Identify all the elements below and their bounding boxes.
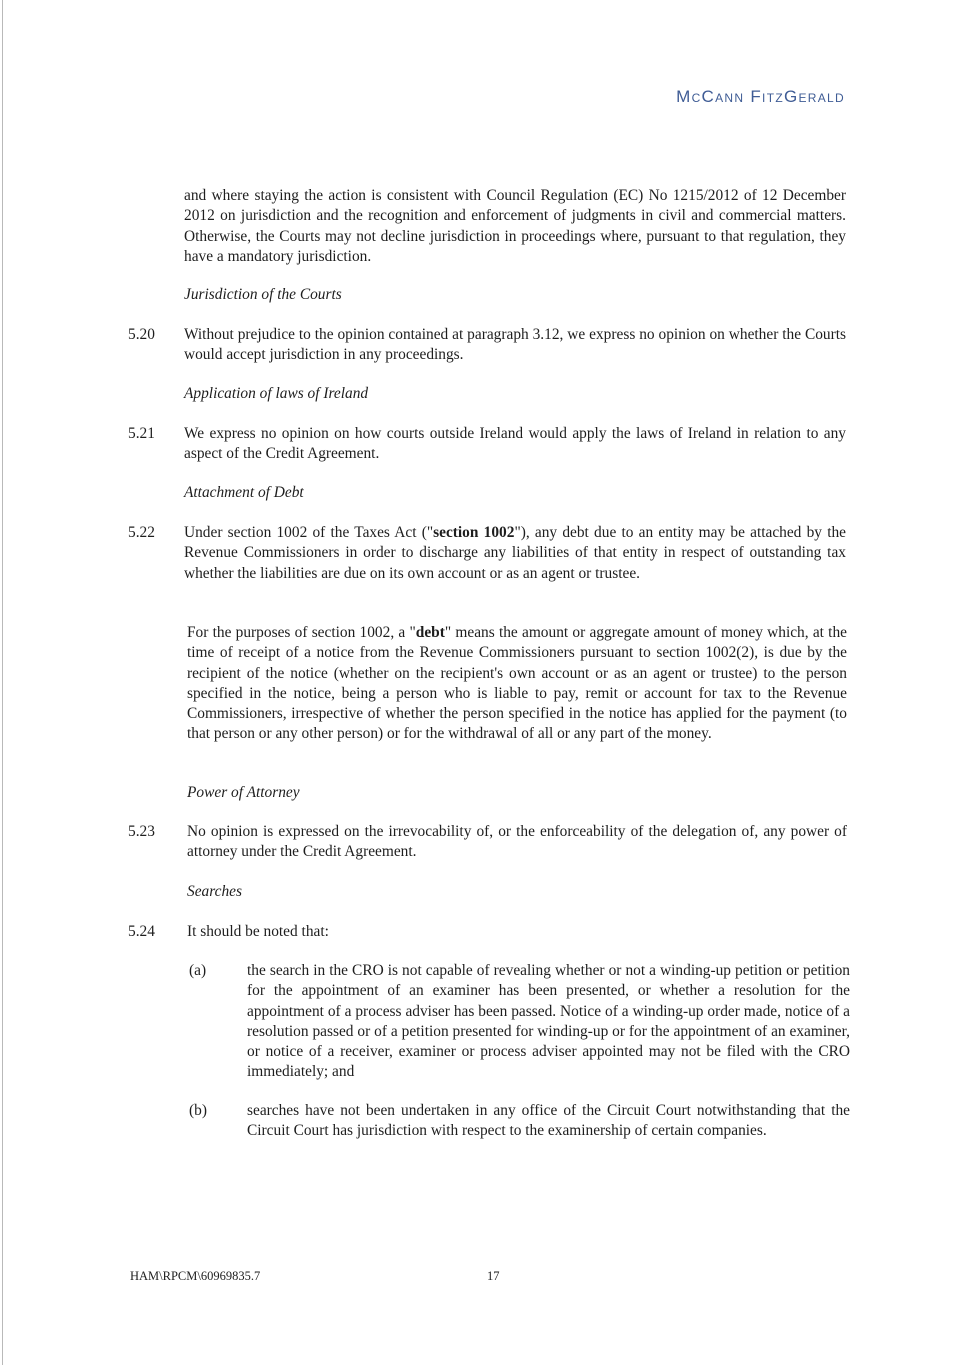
list-item-text: the search in the CRO is not capable of revealing whether or not a winding-up petition or petition for the appointment of an examiner has been presented, or whether a resolution for the appointment of a process adviser has been passed. Notice of a winding-up order made, notice of a resolution passed or of a petition presented for winding-up or for the appointment of an examiner, or notice of a receiver, examiner or process adviser appointed may not be filed with the CRO immediately; and <box>247 962 850 1081</box>
clause-number: 5.23 <box>128 823 155 840</box>
document-reference: HAM\RPCM\60969835.7 <box>130 1269 261 1283</box>
page-number: 17 <box>487 1269 500 1283</box>
clause-text: We express no opinion on how courts outside Ireland would apply the laws of Ireland in relation to any aspect of the Credit Agreement. <box>184 425 846 463</box>
clause-text-start: Under section 1002 of the Taxes Act (" <box>184 524 434 541</box>
clause-number: 5.21 <box>128 425 155 442</box>
definition-text-end: " means the amount or aggregate amount of money which, at the time of receipt of a notice from the Revenue Commissioners pursuant to section 1002(2), is due by the recipient of the notice (whether on the recipient's own account or as an agent or trustee) to the person specified in the notice, being a person who is liable to pay, remit or account for tax to the Revenue Commissioners, irrespective of whether the person specified in the notice has applied for the payment (to that person or any other person) or for the withdrawal of all or any part of the money. <box>187 624 847 743</box>
clause-number: 5.22 <box>128 524 155 541</box>
clause-text: Without prejudice to the opinion contained at paragraph 3.12, we express no opinion on whether the Courts would accept jurisdiction in any proceedings. <box>184 326 846 364</box>
section-heading: Attachment of Debt <box>184 484 304 501</box>
clause-text: It should be noted that: <box>187 923 329 940</box>
clause-text-end: "), any debt due to an entity may be attached by the Revenue Commissioners in order to discharge any liabilities of that entity in respect of outstanding tax whether the liabilities are due on its own account or as an agent or trustee. <box>184 524 846 582</box>
section-heading: Power of Attorney <box>187 784 300 801</box>
list-item-label: (b) <box>189 1102 207 1119</box>
list-item-text: searches have not been undertaken in any office of the Circuit Court notwithstanding that the Circuit Court has jurisdiction with respect to the examinership of certain companies. <box>247 1102 850 1140</box>
scan-edge-line <box>2 0 3 1365</box>
definition-paragraph <box>187 623 847 745</box>
clause-text: No opinion is expressed on the irrevocability of, or the enforceability of the delegation of, any power of attorney under the Credit Agreement. <box>187 823 847 861</box>
defined-term: debt <box>415 624 445 641</box>
clause-text <box>184 523 846 584</box>
firm-letterhead: McCann FitzGerald <box>676 87 845 106</box>
section-heading: Application of laws of Ireland <box>184 385 369 402</box>
section-heading: Jurisdiction of the Courts <box>184 286 342 303</box>
list-item-label: (a) <box>189 962 207 979</box>
definition-text-start: For the purposes of section 1002, a " <box>187 624 416 641</box>
defined-term: section 1002 <box>433 524 515 541</box>
carryover-text: and where staying the action is consistent with Council Regulation (EC) No 1215/2012 of 12 December 2012 on jurisdiction and the recognition and enforcement of judgments in civil and commercial matters. Otherwise, the Courts may not decline jurisdiction in proceedings where, pursuant to that regulation, they have a mandatory jurisdiction. <box>184 187 846 265</box>
section-heading: Searches <box>187 883 242 900</box>
clause-number: 5.24 <box>128 923 155 940</box>
clause-number: 5.20 <box>128 326 155 343</box>
